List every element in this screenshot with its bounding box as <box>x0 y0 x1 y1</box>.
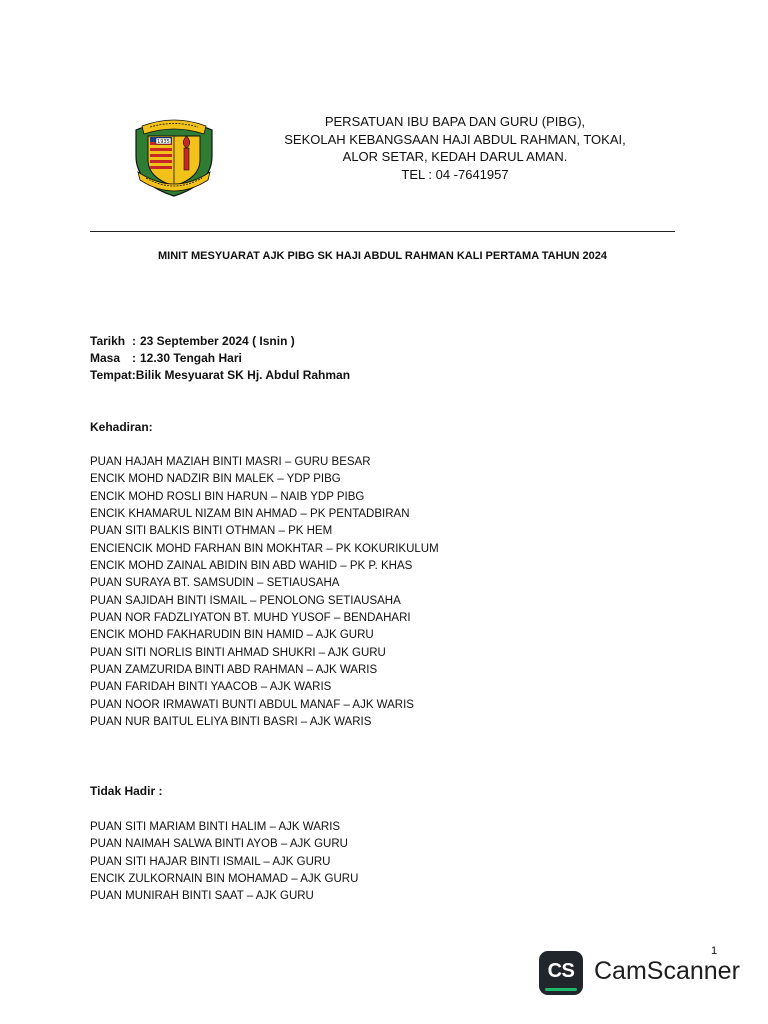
page-number: 1 <box>711 945 718 957</box>
meeting-time-row <box>90 350 350 367</box>
meeting-time-separator: : <box>132 351 136 365</box>
list-item: ENCIK MOHD ROSLI BIN HARUN – NAIB YDP PIBG <box>90 490 365 503</box>
letterhead <box>255 113 655 183</box>
meeting-venue-separator: : <box>131 368 136 382</box>
letterhead-line-association: PERSATUAN IBU BAPA DAN GURU (PIBG), <box>324 114 586 129</box>
present-list <box>90 454 439 732</box>
list-item: ENCIENCIK MOHD FARHAN BIN MOKHTAR – PK KOKURIKULUM <box>90 542 439 555</box>
meeting-date-row <box>90 333 350 350</box>
list-item: PUAN FARIDAH BINTI YAACOB – AJK WARIS <box>90 681 332 694</box>
absent-heading: Tidak Hadir : <box>90 784 163 798</box>
header-divider <box>90 231 675 232</box>
meeting-venue-label: Tempat <box>90 368 132 382</box>
camscanner-badge-underline <box>545 988 577 991</box>
camscanner-logo-icon <box>539 951 583 995</box>
list-item: PUAN SURAYA BT. SAMSUDIN – SETIAUSAHA <box>90 577 340 590</box>
list-item: ENCIK MOHD NADZIR BIN MALEK – YDP PIBG <box>90 473 341 486</box>
meeting-venue-row <box>90 367 350 384</box>
camscanner-wordmark: CamScanner <box>594 957 740 985</box>
camscanner-badge-text: CS <box>547 960 575 982</box>
meeting-details <box>90 333 350 384</box>
meeting-venue-value: Bilik Mesyuarat SK Hj. Abdul Rahman <box>135 368 351 382</box>
meeting-date-label: Tarikh <box>90 334 126 348</box>
list-item: ENCIK ZULKORNAIN BIN MOHAMAD – AJK GURU <box>90 873 359 886</box>
emblem-year: 1935 <box>157 139 170 145</box>
meeting-date-separator: : <box>132 334 136 348</box>
list-item: PUAN SAJIDAH BINTI ISMAIL – PENOLONG SETIAUSAHA <box>90 594 401 607</box>
letterhead-line-phone: TEL : 04 -7641957 <box>401 166 509 182</box>
list-item: PUAN NAIMAH SALWA BINTI AYOB – AJK GURU <box>90 838 348 851</box>
meeting-time-label: Masa <box>90 351 121 365</box>
present-heading: Kehadiran: <box>90 420 153 434</box>
list-item: PUAN HAJAH MAZIAH BINTI MASRI – GURU BESAR <box>90 456 371 468</box>
list-item: PUAN SITI BALKIS BINTI OTHMAN – PK HEM <box>90 525 333 538</box>
meeting-date-value: 23 September 2024 ( Isnin ) <box>140 334 295 348</box>
list-item: PUAN NUR BAITUL ELIYA BINTI BASRI – AJK WARIS <box>90 716 372 729</box>
document-title: MINIT MESYUARAT AJK PIBG SK HAJI ABDUL RAHMAN KALI PERTAMA TAHUN 2024 <box>158 250 607 262</box>
letterhead-line-school: SEKOLAH KEBANGSAAN HAJI ABDUL RAHMAN, TOKAI, <box>284 131 626 147</box>
list-item: PUAN NOR FADZLIYATON BT. MUHD YUSOF – BENDAHARI <box>90 612 411 625</box>
list-item: PUAN SITI MARIAM BINTI HALIM – AJK WARIS <box>90 821 341 833</box>
list-item: PUAN SITI HAJAR BINTI ISMAIL – AJK GURU <box>90 855 331 868</box>
list-item: PUAN MUNIRAH BINTI SAAT – AJK GURU <box>90 890 314 903</box>
list-item: ENCIK MOHD FAKHARUDIN BIN HAMID – AJK GURU <box>90 629 374 642</box>
list-item: PUAN ZAMZURIDA BINTI ABD RAHMAN – AJK WARIS <box>90 664 378 677</box>
letterhead-line-address: ALOR SETAR, KEDAH DARUL AMAN. <box>342 149 568 164</box>
meeting-time-value: 12.30 Tengah Hari <box>140 351 242 365</box>
list-item: ENCIK MOHD ZAINAL ABIDIN BIN ABD WAHID – PK P. KHAS <box>90 560 413 573</box>
list-item: PUAN SITI NORLIS BINTI AHMAD SHUKRI – AJK GURU <box>90 646 386 659</box>
list-item: ENCIK KHAMARUL NIZAM BIN AHMAD – PK PENTADBIRAN <box>90 508 410 521</box>
school-emblem-icon <box>128 112 220 198</box>
list-item: PUAN NOOR IRMAWATI BUNTI ABDUL MANAF – AJK WARIS <box>90 698 414 711</box>
absent-list <box>90 819 358 906</box>
